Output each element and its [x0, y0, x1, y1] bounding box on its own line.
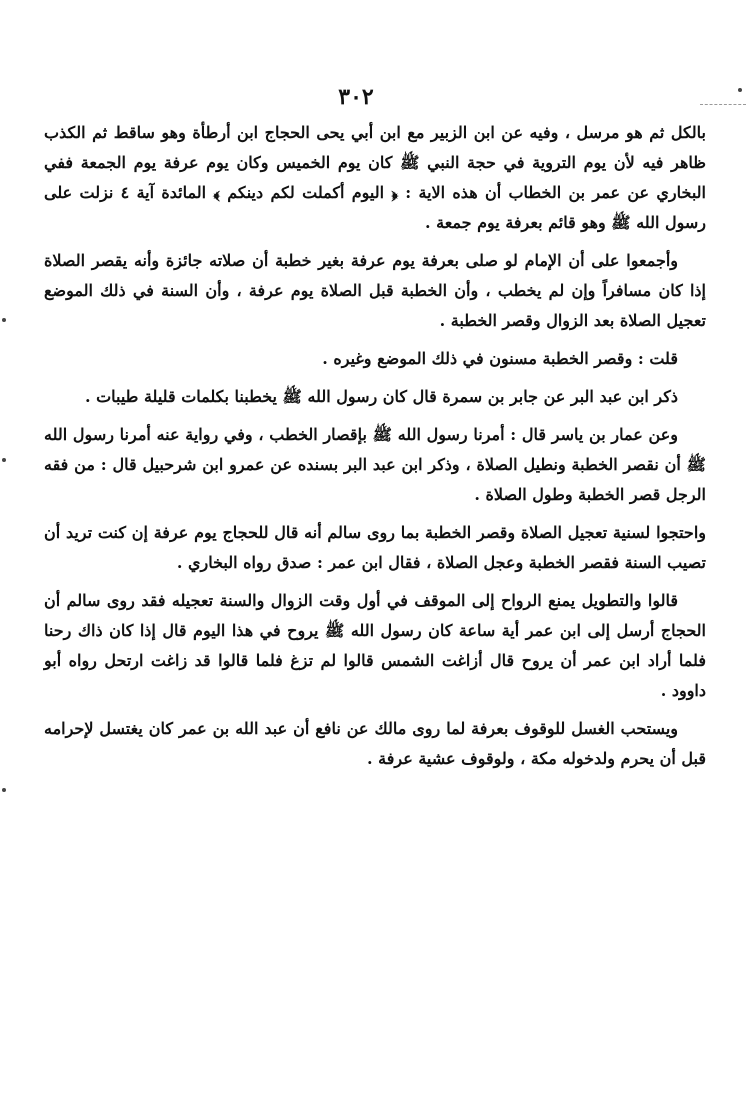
paragraph-1: بالكل ثم هو مرسل ، وفيه عن ابن الزبير مع ابن أبي يحى الحجاج ابن أرطأة وهو ساقط ثم الكذب ظاهر فيه لأن يوم التروية في حجة النبي ﷺ كان يوم الخميس وكان يوم عرفة يوم الجمعة ففي البخاري عن عمر بن الخطاب أن هذه الاية : ﴿ اليوم أكملت لكم دينكم ﴾ المائدة آية ٤ نزلت على رسول الله ﷺ وهو قائم بعرفة يوم جمعة . [44, 123, 706, 232]
paragraph-5: وعن عمار بن ياسر قال : أمرنا رسول الله ﷺ بإقصار الخطب ، وفي رواية عنه أمرنا رسول الله ﷺ أن نقصر الخطبة ونطيل الصلاة ، وذكر ابن عبد البر بسنده عن عمرو ابن شرحبيل قال : من فقه الرجل قصر الخطبة وطول الصلاة . [44, 425, 706, 504]
margin-mark [738, 88, 742, 92]
paragraph-3: قلت : وقصر الخطبة مسنون في ذلك الموضع وغيره . [322, 349, 678, 368]
paragraph-7: قالوا والتطويل يمنع الرواح إلى الموقف في أول وقت الزوال والسنة تعجيله فقد روى سالم أن الحجاج أرسل إلى ابن عمر أية ساعة كان رسول الله ﷺ يروح في هذا اليوم قال إذا كان ذاك رحنا فلما أراد ابن عمر أن يروح قال أزاغت الشمس قالوا لم تزغ فلما قالوا قد زاغت ارتحل رواه أبو داوود . [44, 591, 706, 700]
margin-rule [700, 104, 746, 105]
margin-mark [2, 318, 6, 322]
paragraph-8: ويستحب الغسل للوقوف بعرفة لما روى مالك عن نافع أن عبد الله بن عمر كان يغتسل لإحرامه قبل أن يحرم ولدخوله مكة ، ولوقوف عشية عرفة . [44, 719, 706, 768]
paragraph-2: وأجمعوا على أن الإمام لو صلى بعرفة يوم عرفة بغير خطبة أن صلاته جائزة وأنه يقصر الصلاة إذا كان مسافراً وإن لم يخطب ، وأن الخطبة قبل الصلاة يوم عرفة ، وأن السنة في ذلك الموضع تعجيل الصلاة بعد الزوال وقصر الخطبة . [44, 251, 706, 330]
margin-mark [2, 458, 6, 462]
margin-mark [2, 788, 6, 792]
paragraph-4: ذكر ابن عبد البر عن جابر بن سمرة قال كان رسول الله ﷺ يخطبنا بكلمات قليلة طيبات . [84, 387, 678, 406]
paragraph-6: واحتجوا لسنية تعجيل الصلاة وقصر الخطبة بما روى سالم أنه قال للحجاج يوم عرفة إن كنت تريد أن تصيب السنة فقصر الخطبة وعجل الصلاة ، فقال ابن عمر : صدق رواه البخاري . [44, 523, 706, 572]
page-number: ٣٠٢ [338, 84, 374, 110]
body-text [44, 118, 706, 782]
